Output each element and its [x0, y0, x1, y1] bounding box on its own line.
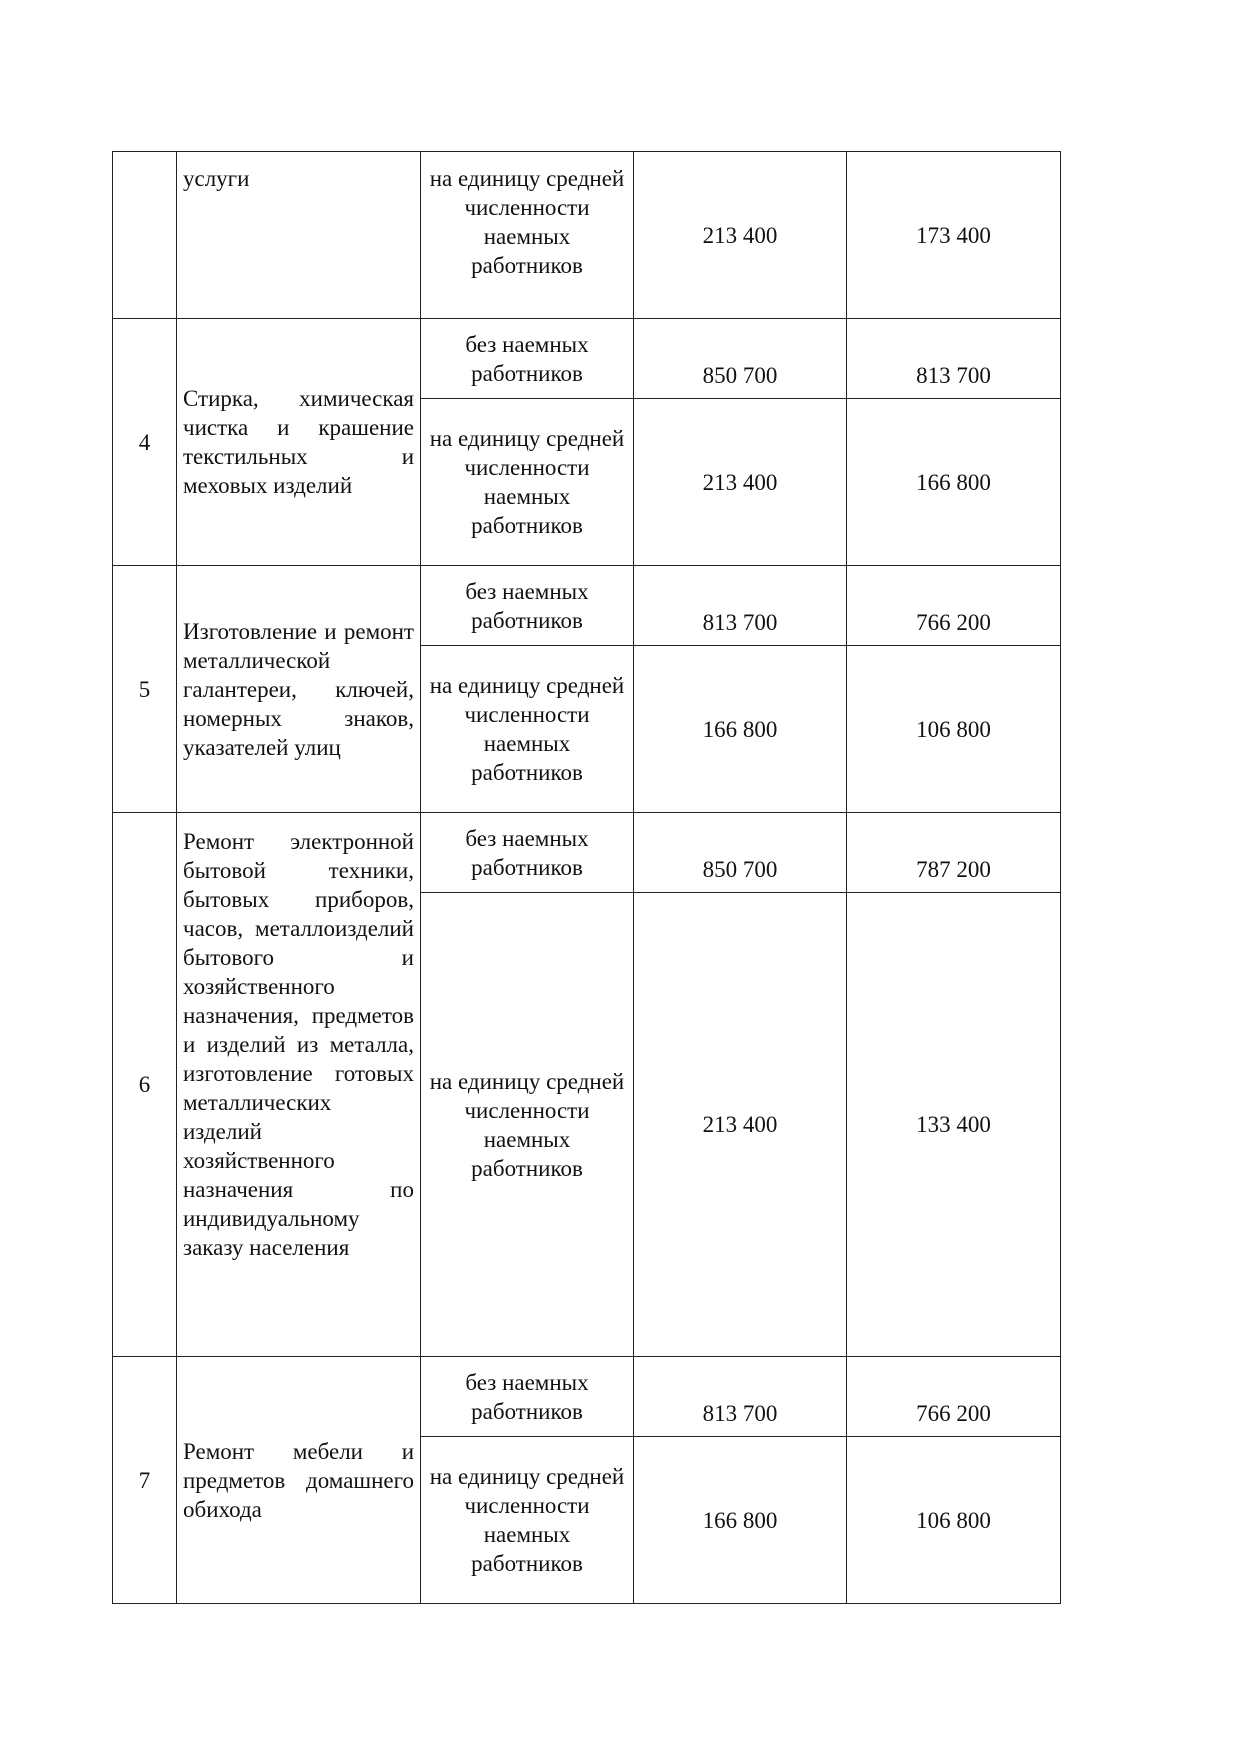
row-number: 4: [113, 319, 177, 566]
service-name: Ремонт электронной бытовой техники, бытовых приборов, часов, металлоизделий бытового и хозяйственного назначения, предметов и изделий из металла, изготовление готовых металлических изделий хозяйственного назначения по индивидуальному заказу населения: [177, 813, 421, 1357]
value-cell-a: 850 700: [634, 813, 847, 893]
condition-cell: на единицу средней численности наемных работников: [421, 399, 634, 566]
value-cell-b: 813 700: [847, 319, 1061, 399]
value-cell-a: 813 700: [634, 566, 847, 646]
condition-cell: на единицу средней численности наемных работников: [421, 646, 634, 813]
value-cell-b: 766 200: [847, 1357, 1061, 1437]
row-number: 6: [113, 813, 177, 1357]
condition-cell: без наемных работников: [421, 566, 634, 646]
value-cell-a: 166 800: [634, 1437, 847, 1604]
row-number: 7: [113, 1357, 177, 1604]
value-cell-b: 166 800: [847, 399, 1061, 566]
table-row: [113, 319, 1061, 399]
value-cell-a: 213 400: [634, 893, 847, 1357]
condition-cell: на единицу средней численности наемных работников: [421, 1437, 634, 1604]
table-row: [113, 813, 1061, 893]
value-cell-b: 106 800: [847, 646, 1061, 813]
value-cell-a: 813 700: [634, 1357, 847, 1437]
value-cell-b: 787 200: [847, 813, 1061, 893]
value-cell-a: 213 400: [634, 152, 847, 319]
value-cell-b: 173 400: [847, 152, 1061, 319]
condition-cell: без наемных работников: [421, 1357, 634, 1437]
value-cell-a: 166 800: [634, 646, 847, 813]
value-cell-a: 213 400: [634, 399, 847, 566]
table-row: [113, 152, 1061, 319]
condition-cell: на единицу средней численности наемных работников: [421, 152, 634, 319]
service-name: Стирка, химическая чистка и крашение текстильных и меховых изделий: [177, 319, 421, 566]
condition-cell: без наемных работников: [421, 813, 634, 893]
condition-cell: без наемных работников: [421, 319, 634, 399]
value-cell-b: 766 200: [847, 566, 1061, 646]
value-cell-b: 133 400: [847, 893, 1061, 1357]
row-number: [113, 152, 177, 319]
service-name: Изготовление и ремонт металлической галантереи, ключей, номерных знаков, указателей улиц: [177, 566, 421, 813]
service-name: услуги: [177, 152, 421, 319]
condition-cell: на единицу средней численности наемных работников: [421, 893, 634, 1357]
table-row: [113, 1357, 1061, 1437]
tariff-table: [112, 151, 1061, 1604]
value-cell-b: 106 800: [847, 1437, 1061, 1604]
service-name: Ремонт мебели и предметов домашнего обихода: [177, 1357, 421, 1604]
table-row: [113, 566, 1061, 646]
row-number: 5: [113, 566, 177, 813]
value-cell-a: 850 700: [634, 319, 847, 399]
